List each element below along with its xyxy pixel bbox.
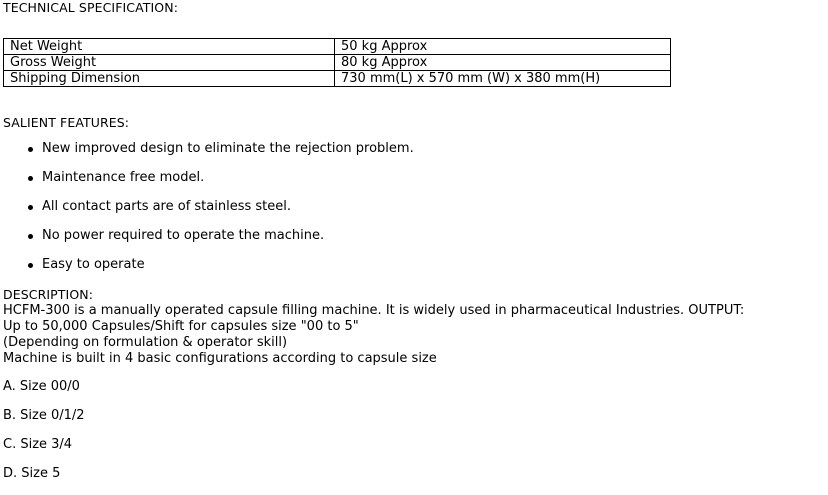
list-item: A. Size 00/0 — [3, 379, 80, 394]
list-item — [0, 257, 414, 286]
bullet-icon — [28, 205, 33, 210]
feature-text: Easy to operate — [42, 257, 145, 272]
bullet-icon — [28, 147, 33, 152]
description-line: HCFM-300 is a manually operated capsule filling machine. It is widely used in pharmaceutical Industries. OUTPUT: — [3, 303, 745, 318]
list-item — [0, 228, 414, 257]
bullet-icon — [28, 176, 33, 181]
technical-specification-heading: TECHNICAL SPECIFICATION: — [3, 0, 179, 15]
spec-value: 50 kg Approx — [335, 39, 671, 55]
list-item — [0, 141, 414, 170]
salient-features-heading: SALIENT FEATURES: — [3, 115, 130, 130]
list-item: C. Size 3/4 — [3, 437, 73, 452]
bullet-icon — [28, 234, 33, 239]
table-row — [4, 71, 671, 87]
specification-table — [3, 38, 671, 87]
spec-label: Gross Weight — [4, 55, 335, 71]
feature-text: New improved design to eliminate the rejection problem. — [42, 141, 414, 156]
feature-text: Maintenance free model. — [42, 170, 205, 185]
spec-label: Net Weight — [4, 39, 335, 55]
description-section — [3, 287, 744, 367]
description-line: Up to 50,000 Capsules/Shift for capsules size "00 to 5" — [3, 319, 359, 334]
list-item: D. Size 5 — [3, 466, 61, 481]
description-line: Machine is built in 4 basic configurations according to capsule size — [3, 351, 437, 366]
list-item — [0, 170, 414, 199]
description-line: (Depending on formulation & operator skill) — [3, 335, 288, 350]
list-item: B. Size 0/1/2 — [3, 408, 85, 423]
list-item — [0, 199, 414, 228]
spec-label: Shipping Dimension — [4, 71, 335, 87]
features-list — [0, 141, 414, 286]
spec-value: 80 kg Approx — [335, 55, 671, 71]
table-row — [4, 39, 671, 55]
feature-text: No power required to operate the machine. — [42, 228, 325, 243]
bullet-icon — [28, 263, 33, 268]
spec-value: 730 mm(L) x 570 mm (W) x 380 mm(H) — [335, 71, 671, 87]
configurations-list — [3, 379, 85, 495]
description-heading: DESCRIPTION: — [3, 287, 94, 302]
table-row — [4, 55, 671, 71]
feature-text: All contact parts are of stainless steel. — [42, 199, 291, 214]
